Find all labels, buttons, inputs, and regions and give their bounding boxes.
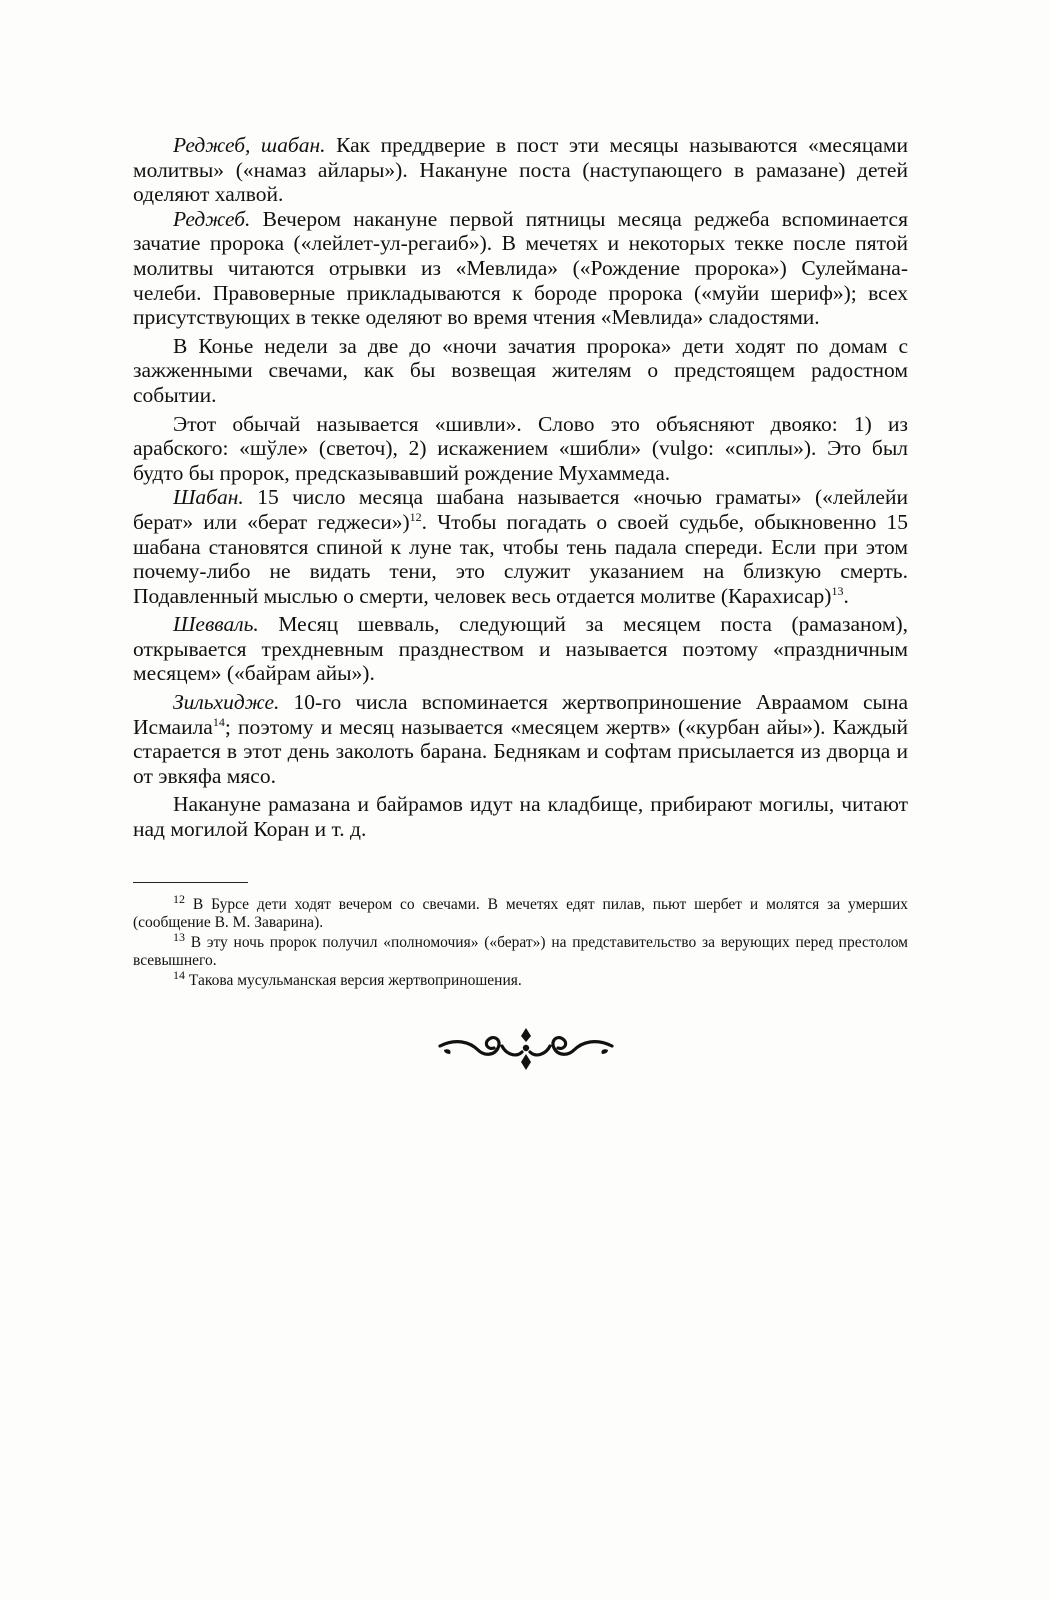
paragraph-text: Накануне рамазана и байрамов идут на кладбище, прибирают могилы, читают над могилой Коран и т. д. xyxy=(133,792,908,842)
footnote-ref-12[interactable]: 12 xyxy=(409,509,422,524)
paragraph-text: . xyxy=(843,583,849,608)
paragraph-rejeb xyxy=(133,207,908,330)
paragraph-text: ; поэтому и месяц называется «месяцем жертв» («курбан айы»). Каждый старается в этот день заколоть барана. Беднякам и софтам присылается из дворца и от эвкяфа мясо. xyxy=(133,714,908,788)
paragraph-zilhidje xyxy=(133,690,908,788)
paragraph-text: 15 число месяца шабана называется «ночью граматы» («лейлейи берат» или «берат геджеси») xyxy=(133,485,908,534)
footnote-ref-13[interactable]: 13 xyxy=(831,583,844,598)
month-heading: Шевваль. xyxy=(173,612,259,637)
footnote-text: В Бурсе дети ходят вечером со свечами. В мечетях едят пилав, пьют шербет и молятся за умерших (сообщение В. М. Заварина). xyxy=(133,896,908,931)
paragraph-text: Вечером накануне первой пятницы месяца реджеба вспоминается зачатие пророка («лейлет-ул-регаиб»). В мечетях и некоторых текке после пятой молитвы читаются отрывки из «Мевлида» («Рождение пророка») Сулеймана-челеби. Правоверные прикладываются к бороде пророка («муйи шериф»); всех присутствующих в текке оделяют во время чтения «Мевлида» сладостями. xyxy=(133,206,908,330)
paragraph-konya xyxy=(133,334,908,408)
paragraph-text: Как преддверие в пост эти месяцы называются «месяцами молитвы» («намаз айлары»). Накануне поста (наступающего в рамазане) детей оделяют халвой. xyxy=(133,133,908,207)
footnote-text: Такова мусульманская версия жертвоприношения. xyxy=(185,972,522,989)
paragraph-text: . Чтобы погадать о своей судьбе, обыкновенно 15 шабана становятся спиной к луне так, чтобы тень падала спереди. Если при этом почему-либо не видать тени, это служит указанием на близкую смерть. Подавленный мыслью о смерти, человек весь отдается молитве (Карахисар) xyxy=(133,509,908,608)
footnote-14 xyxy=(133,967,908,990)
paragraph-text: Этот обычай называется «шивли». Слово это объясняют двояко: 1) из арабского: «шўле» (светоч), 2) искажением «шибли» (vulgo: «сиплы»). Это был будто бы пророк, предсказывавший рождение Мухаммеда. xyxy=(133,411,908,485)
paragraph-text: В Конье недели за две до «ночи зачатия пророка» дети ходят по домам с зажженными свечами, как бы возвещая жителям о предстоящем радостном событии. xyxy=(133,333,908,407)
main-text xyxy=(133,133,908,842)
footnote-13 xyxy=(133,929,908,969)
paragraph-shivli xyxy=(133,412,908,486)
footnotes xyxy=(133,891,908,993)
footnote-ref-14[interactable]: 14 xyxy=(212,714,225,729)
paragraph-shaban xyxy=(133,485,908,608)
paragraph-shevval xyxy=(133,612,908,686)
month-heading: Зильхидже. xyxy=(173,690,280,715)
footnote-divider xyxy=(133,882,248,883)
paragraph-text: 10-го числа вспоминается жертвоприношение Авраамом сына Исмаила xyxy=(133,690,908,739)
floral-scroll-ornament-icon xyxy=(436,1024,616,1072)
paragraph-rejeb-shaban xyxy=(133,133,908,207)
footnote-number: 13 xyxy=(173,929,185,944)
footnote-text: В эту ночь пророк получил «полномочия» («берат») на представительство за верующих перед престолом всевышнего. xyxy=(133,934,908,969)
footnote-number: 14 xyxy=(173,967,185,982)
paragraph-text: Месяц шевваль, следующий за месяцем поста (рамазаном), открывается трехдневным празднеством и называется поэтому «праздничным месяцем» («байрам айы»). xyxy=(133,612,908,686)
month-heading: Реджеб, шабан. xyxy=(173,133,326,157)
month-heading: Реджеб. xyxy=(173,206,251,231)
footnote-number: 12 xyxy=(173,891,185,906)
footnote-12 xyxy=(133,891,908,931)
month-heading: Шабан. xyxy=(173,485,244,510)
paragraph-cemetery xyxy=(133,792,908,841)
